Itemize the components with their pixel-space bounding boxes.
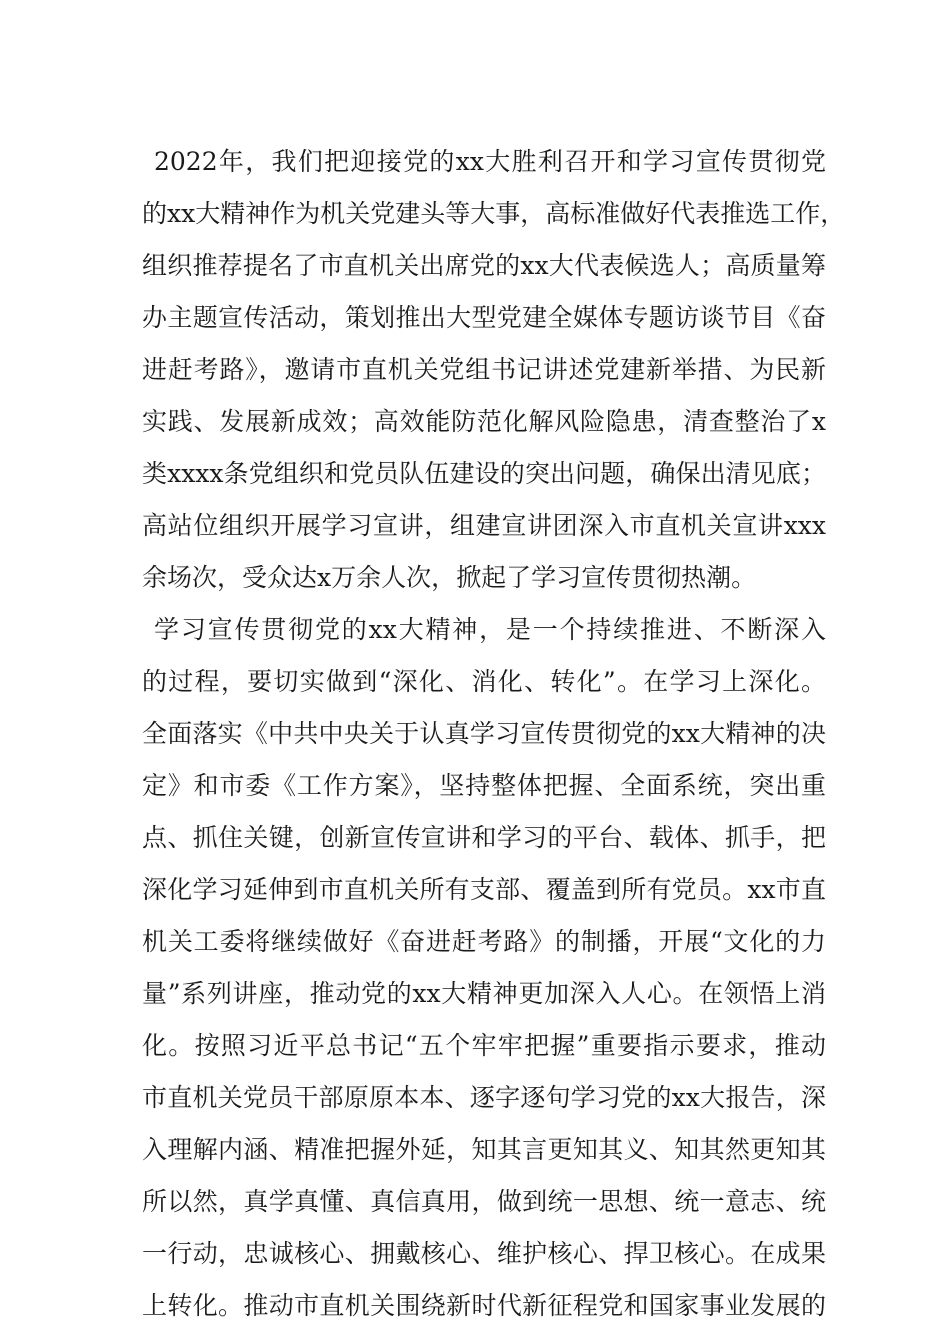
paragraph-2 (142, 604, 826, 1332)
text-line: 机关工委将继续做好《奋进赶考路》的制播，开展“文化的力 (142, 927, 826, 956)
text-line: 办主题宣传活动，策划推出大型党建全媒体专题访谈节目《奋 (142, 303, 826, 332)
text-line: 类xxxx条党组织和党员队伍建设的突出问题，确保出清见底； (142, 459, 826, 488)
text-line: 的过程，要切实做到“深化、消化、转化”。在学习上深化。 (142, 667, 826, 696)
text-line: 化。按照习近平总书记“五个牢牢把握”重要指示要求，推动 (142, 1031, 826, 1060)
text-line: 余场次，受众达x万余人次，掀起了学习宣传贯彻热潮。 (142, 563, 757, 592)
text-line: 市直机关党员干部原原本本、逐字逐句学习党的xx大报告，深 (142, 1083, 826, 1112)
document-body (142, 136, 846, 1332)
text-line: 上转化。推动市直机关围绕新时代新征程党和国家事业发展的 (142, 1291, 826, 1320)
text-line: 点、抓住关键，创新宣传宣讲和学习的平台、载体、抓手，把 (142, 823, 826, 852)
text-line: 一行动，忠诚核心、拥戴核心、维护核心、捍卫核心。在成果 (142, 1239, 826, 1268)
text-line: 组织推荐提名了市直机关出席党的xx大代表候选人；高质量筹 (142, 251, 826, 280)
text-line: 高站位组织开展学习宣讲，组建宣讲团深入市直机关宣讲xxx (142, 511, 826, 540)
text-line: 实践、发展新成效；高效能防范化解风险隐患，清查整治了x (142, 407, 826, 436)
text-line: 的xx大精神作为机关党建头等大事，高标准做好代表推选工作， (142, 199, 846, 228)
text-line: 量”系列讲座，推动党的xx大精神更加深入人心。在领悟上消 (142, 979, 826, 1008)
text-line: 所以然，真学真懂、真信真用，做到统一思想、统一意志、统 (142, 1187, 826, 1216)
text-line: 全面落实《中共中央关于认真学习宣传贯彻党的xx大精神的决 (142, 719, 826, 748)
text-line: 深化学习延伸到市直机关所有支部、覆盖到所有党员。xx市直 (142, 875, 826, 904)
paragraph-1 (142, 136, 846, 604)
text-line: 2022年，我们把迎接党的xx大胜利召开和学习宣传贯彻党 (154, 147, 826, 176)
text-line: 入理解内涵、精准把握外延，知其言更知其义、知其然更知其 (142, 1135, 826, 1164)
text-line: 定》和市委《工作方案》，坚持整体把握、全面系统，突出重 (142, 771, 826, 800)
text-line: 学习宣传贯彻党的xx大精神，是一个持续推进、不断深入 (154, 615, 826, 644)
text-line: 进赶考路》，邀请市直机关党组书记讲述党建新举措、为民新 (142, 355, 826, 384)
